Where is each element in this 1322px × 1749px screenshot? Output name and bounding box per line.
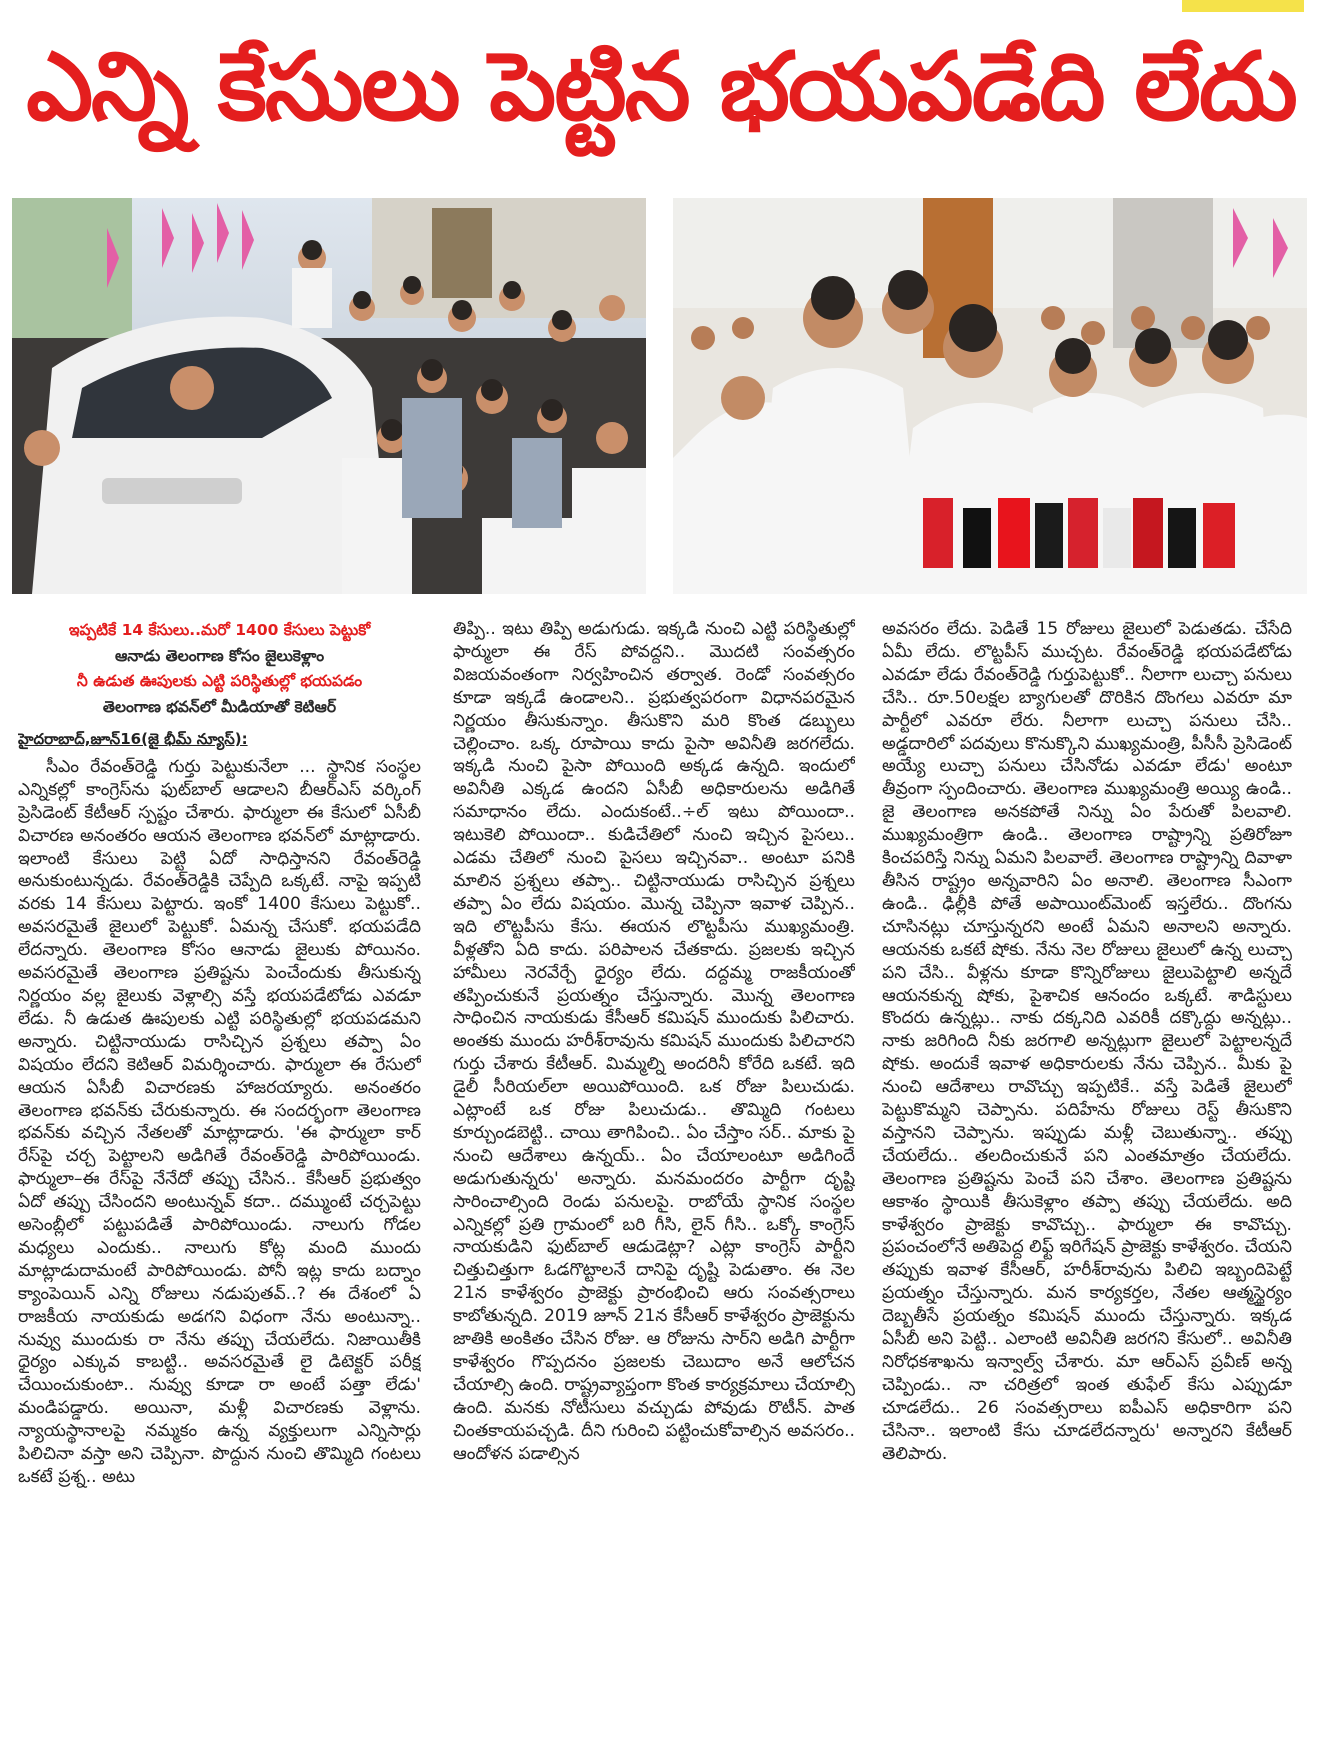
crowd-photo	[12, 198, 646, 594]
section-tab	[1182, 0, 1304, 12]
subhead-3: నీ ఉడుత ఊపులకు ఎట్టి పరిస్థితుల్లో భయపడం	[76, 672, 363, 690]
article-column-1	[18, 618, 421, 1738]
press-meet-photo-icon	[673, 198, 1307, 594]
article-column-3	[882, 618, 1292, 1738]
article-text-1: సీఎం రేవంత్‌రెడ్డి గుర్తు పెట్టుకునేలా ... స్థానిక సంస్థల ఎన్నికల్లో కాంగ్రెస్‌ను ఫుట్‌బాల్ ఆడాలని బీఆర్‌ఎస్ వర్కింగ్ ప్రెసిడెంట్ కేటీఆర్ స్పష్టం చేశారు. ఫార్ములా ఈ కేసులో ఏసీబీ విచారణ అనంతరం ఆయన తెలంగాణ భవన్‌లో మాట్లాడారు. ఇలాంటి కేసులు పెట్టి ఏదో సాధిస్తానని రేవంత్‌రెడ్డి అనుకుంటున్నడు. రేవంత్‌రెడ్డికి చెప్పేది ఒక్కటే. నాపై ఇప్పటి వరకు 14 కేసులు పెట్టారు. ఇంకో 1400 కేసులు పెట్టుకో.. అవసరమైతే జైలులో పెట్టుకో. ఏమన్న చేసుకో. భయపడేది లేదన్నారు. తెలంగాణ కోసం ఆనాడు జైలుకు పోయినం. అవసరమైతే తెలంగాణ ప్రతిష్టను పెంచేందుకు తీసుకున్న నిర్ణయం వల్ల జైలుకు వెళ్లాల్సి వస్తే భయపడేటోడు ఎవడూ లేడు. నీ ఉడుత ఊపులకు ఎట్టి పరిస్థితుల్లో భయపడమని అన్నారు. చిట్టినాయుడు రాసిచ్చిన ప్రశ్నలు తప్పా ఏం విషయం లేదని కెటిఆర్ విమర్శించారు. ఫార్ములా ఈ రేసులో ఆయన ఏసీబీ విచారణకు హాజరయ్యారు. అనంతరం తెలంగాణ భవన్‌కు చేరుకున్నారు. ఈ సందర్భంగా తెలంగాణ భవన్‌కు వచ్చిన నేతలతో మాట్లాడారు. 'ఈ ఫార్ములా కార్ రేస్‌పై చర్చ పెట్టాలని అడిగితే రేవంత్‌రెడ్డి పారిపోయిండు. ఫార్ములా–ఈ రేస్‌పై నేనేదో తప్పు చేసిన.. కేసీఆర్ ప్రభుత్వం ఏదో తప్పు చేసిందని అంటున్నవ్ కదా.. దమ్ముంటే చర్చపెట్టు అసెంబ్లీలో పట్టుపడితే పారిపోయిండు. నాలుగు గోడల మధ్యలు ఎందుకు.. నాలుగు కోట్ల మంది ముందు మాట్లాడుదామంటే పారిపోయిండు. పోనీ ఇట్ల కాదు బద్నాం క్యాంపెయిన్ ఎన్ని రోజులు నడుపుతవ్..? ఈ దేశంలో ఏ రాజకీయ నాయకుడు అడగని విధంగా నేను అంటున్నా.. నువ్వు ముందుకు రా నేను తప్పు చేయలేదు. నిజాయితీకి ధైర్యం ఎక్కువ కాబట్టి.. అవసరమైతే లై డిటెక్టర్ పరీక్ష చేయించుకుంటా.. నువ్వు కూడా రా అంటే పత్తా లేడు' మండిపడ్డారు. అయినా, మళ్లీ విచారణకు వెళ్లాను. న్యాయస్థానాలపై నమ్మకం ఉన్న వ్యక్తులుగా ఎన్నిసార్లు పిలిచినా వస్తా అని చెప్పినా. పొద్దున నుంచి తొమ్మిది గంటలు ఒకటే ప్రశ్న.. అటు	[18, 756, 421, 1487]
subhead-1: ఇప్పటికే 14 కేసులు..మరో 1400 కేసులు పెట్టుకో	[68, 621, 371, 639]
article-column-2	[453, 618, 855, 1738]
crowd-photo-icon	[12, 198, 646, 594]
subhead-4: తెలంగాణ భవన్‌లో మీడియాతో కెటిఆర్	[102, 697, 337, 716]
article-text-3: అవసరం లేదు. పెడితే 15 రోజులు జైలులో పెడుతడు. చేసేది ఏమీ లేదు. లొట్టపీస్ ముచ్చట. రేవంత్‌రెడ్డి భయపడేటోడు ఎవడూ లేడు రేవంత్‌రెడ్డి గుర్తుపెట్టుకో.. నీలాగా లుచ్చా పనులు చేసి.. రూ.50లక్షల బ్యాగులతో దొరికిన దొంగలు ఎవరూ మా పార్టీలో ఎవరూ లేరు. నీలాగా లుచ్చా పనులు చేసి.. అడ్డదారిలో పదవులు కొనుక్కొని ముఖ్యమంత్రి, పీసీసీ ప్రెసిడెంట్ అయ్యే లుచ్చా పనులు చేసినోడు ఎవడూ లేడు' అంటూ తీవ్రంగా స్పందించారు. తెలంగాణ ముఖ్యమంత్రి అయ్యి ఉండి.. జై తెలంగాణ అనకపోతే నిన్ను ఏం పేరుతో పిలవాలి. ముఖ్యమంత్రిగా ఉండి.. తెలంగాణ రాష్ట్రాన్ని ప్రతిరోజూ కించపరిస్తే నిన్ను ఏమని పిలవాలే. తెలంగాణ రాష్ట్రాన్ని దివాళా తీసిన రాష్ట్రం అన్నవారిని ఏం అనాలి. తెలంగాణ సీఎంగా ఉండి.. ఢిల్లీకి పోతే అపాయింట్‌మెంట్ ఇస్తలేరు.. దొంగను చూసినట్లు చూస్తున్నరని అంటే ఏమని అనాలని అన్నారు. ఆయనకు ఒకటే షోకు. నేను నెల రోజులు జైలులో ఉన్న లుచ్చా పని చేసి.. వీళ్లను కూడా కొన్నిరోజులు జైలుపెట్టాలి అన్నదే ఆయనకున్న షోకు, పైశాచిక ఆనందం ఒక్కటే. శాడిస్టులు కొందరు ఉన్నట్లు.. నాకు దక్కనిది ఎవరికీ దక్కొద్దు అన్నట్లు.. నాకు జరిగింది నీకు జరగాలి అన్నట్లుగా జైలులో పెట్టాలన్నదే షోకు. అందుకే ఇవాళ అధికారులకు నేను చెప్పిన.. మీకు పై నుంచి ఆదేశాలు రావొచ్చు ఇప్పటికే.. వస్తే పెడితే జైలులో పెట్టుకొమ్మని చెప్పాను. పదిహేను రోజులు రెస్ట్ తీసుకొని వస్తానని చెప్పాను. ఇప్పుడు మళ్లీ చెబుతున్నా.. తప్పు చేయలేదు.. తలదించుకునే పని ఎంతమాత్రం చేయలేదు. తెలంగాణ ప్రతిష్టను పెంచే పని చేశాం. తెలంగాణ ప్రతిష్టను ఆకాశం స్థాయికి తీసుకెళ్లాం తప్పా తప్పు చేయలేదు. అది కాళేశ్వరం ప్రాజెక్టు కావొచ్చు.. ఫార్ములా ఈ కావొచ్చు. ప్రపంచంలోనే అతిపెద్ద లిఫ్ట్ ఇరిగేషన్ ప్రాజెక్టు కాళేశ్వరం. చేయని తప్పుకు ఇవాళ కేసీఆర్, హరీశ్‌రావును పిలిచి ఇబ్బందిపెట్టే ప్రయత్నం చేస్తున్నారు. మన కార్యకర్తల, నేతల ఆత్మస్థైర్యం దెబ్బతీసే ప్రయత్నం కమిషన్ ముందు చేస్తున్నారు. ఇక్కడ ఏసీబీ అని పెట్టి.. ఎలాంటి అవినీతి జరగని కేసులో.. అవినీతి నిరోధకశాఖను ఇన్వాల్వ్ చేశారు. మా ఆర్‌ఎస్ ప్రవీణ్ అన్న చెప్పిండు.. నా చరిత్రలో ఇంత తుఫేల్ కేసు ఎప్పుడూ చూడలేదు.. 26 సంవత్సరాలు ఐపీఎస్ అధికారిగా పని చేసినా.. ఇలాంటి కేసు చూడలేదన్నారు' అన్నారని కేటీఆర్ తెలిపారు.	[882, 619, 1292, 1464]
press-meet-photo	[673, 198, 1307, 594]
subhead-2: ఆనాడు తెలంగాణ కోసం జైలుకెళ్లాం	[114, 646, 325, 665]
headline: ఎన్ని కేసులు పెట్టిన భయపడేది లేదు	[26, 33, 1296, 142]
dateline: హైదరాబాద్,జూన్16(జై భీమ్ న్యూస్):	[18, 730, 248, 748]
article-text-2: తిప్పి.. ఇటు తిప్పి అడుగుడు. ఇక్కడి నుంచి ఎట్టి పరిస్థితుల్లో ఫార్ములా ఈ రేస్ పోవద్దని.. మొదటి సంవత్సరం విజయవంతంగా నిర్వహించిన తర్వాత. రెండో సంవత్సరం కూడా ఇక్కడే ఉండాలని.. ప్రభుత్వపరంగా విధానపరమైన నిర్ణయం తీసుకున్నాం. తీసుకొని మరి కొంత డబ్బులు చెల్లించాం. ఒక్క రూపాయి కాదు పైసా అవినీతి జరగలేదు. ఇక్కడి నుంచి పైసా పోయింది అక్కడ ఉన్నది. ఇందులో అవినీతి ఎక్కడ ఉందని ఏసీబీ అధికారులను అడిగితే సమాధానం లేదు. ఎందుకంటే..÷ల్ ఇటు పోయిందా.. ఇటుకెలి పోయిందా.. కుడిచేతిలో నుంచి ఇచ్చిన పైసలు.. ఎడమ చేతిలో నుంచి పైసలు ఇచ్చినవా.. అంటూ పనికి మాలిన ప్రశ్నలు తప్పా.. చిట్టినాయుడు రాసిచ్చిన ప్రశ్నలు తప్పా ఏం లేదు విషయం. మొన్న చెప్పినా ఇవాళ చెప్పిన.. ఇది లొట్టపీసు కేసు. ఈయన లొట్టపీసు ముఖ్యమంత్రి. వీళ్లతోని ఏది కాదు. పరిపాలన చేతకాదు. ప్రజలకు ఇచ్చిన హామీలు నెరవేర్చే ధైర్యం లేదు. దద్దమ్మ రాజకీయంతో తప్పించుకునే ప్రయత్నం చేస్తున్నారు. మొన్న తెలంగాణ సాధించిన నాయకుడు కేసీఆర్ కమిషన్ ముందుకు పిలిచారు. అంతకు ముందు హరీశ్‌రావును కమిషన్ ముందుకు పిలిచారని గుర్తు చేశారు కేటీఆర్. మిమ్మల్ని అందరినీ కోరేది ఒకటే. ఇది డైలీ సీరియల్‌లా అయిపోయింది. ఒక రోజు పిలుచుడు. ఎట్లాంటే ఒక రోజు పిలుచుడు.. తొమ్మిది గంటలు కూర్చుండబెట్టి.. చాయి తాగిపించి.. ఏం చేస్తాం సర్.. మాకు పై నుంచి ఆదేశాలు ఉన్నయ్.. ఏం చేయాలంటూ అడిగిందే అడుగుతున్నరు' అన్నారు. మనమందరం పార్టీగా దృష్టి సారించాల్సింది రెండు పనులపై. రాబోయే స్థానిక సంస్థల ఎన్నికల్లో ప్రతి గ్రామంలో బరి గీసి, లైన్ గీసి.. ఒక్కో కాంగ్రెస్ నాయకుడిని ఫుట్‌బాల్ ఆడుడెట్లా? ఎట్లా కాంగ్రెస్ పార్టీని చిత్తుచిత్తుగా ఓడగొట్టాలనే దానిపై దృష్టి పెడుతాం. ఈ నెల 21న కాళేశ్వరం ప్రాజెక్టు ప్రారంభించి ఆరు సంవత్సరాలు కాబోతున్నది. 2019 జూన్ 21న కేసీఆర్ కాళేశ్వరం ప్రాజెక్టును జాతికి అంకితం చేసిన రోజు. ఆ రోజును సార్‌ని అడిగి పార్టీగా కాళేశ్వరం గొప్పదనం ప్రజలకు చెబుదాం అనే ఆలోచన చేయాల్సి ఉంది. రాష్ట్రవ్యాప్తంగా కొంత కార్యక్రమాలు చేయాల్సి ఉంది. మనకు నోటీసులు వచ్చుడు పోవుడు రొటీన్. పాత చింతకాయపచ్చడి. దీని గురించి పట్టించుకోవాల్సిన అవసరం.. ఆందోళన పడాల్సిన	[453, 619, 855, 1464]
